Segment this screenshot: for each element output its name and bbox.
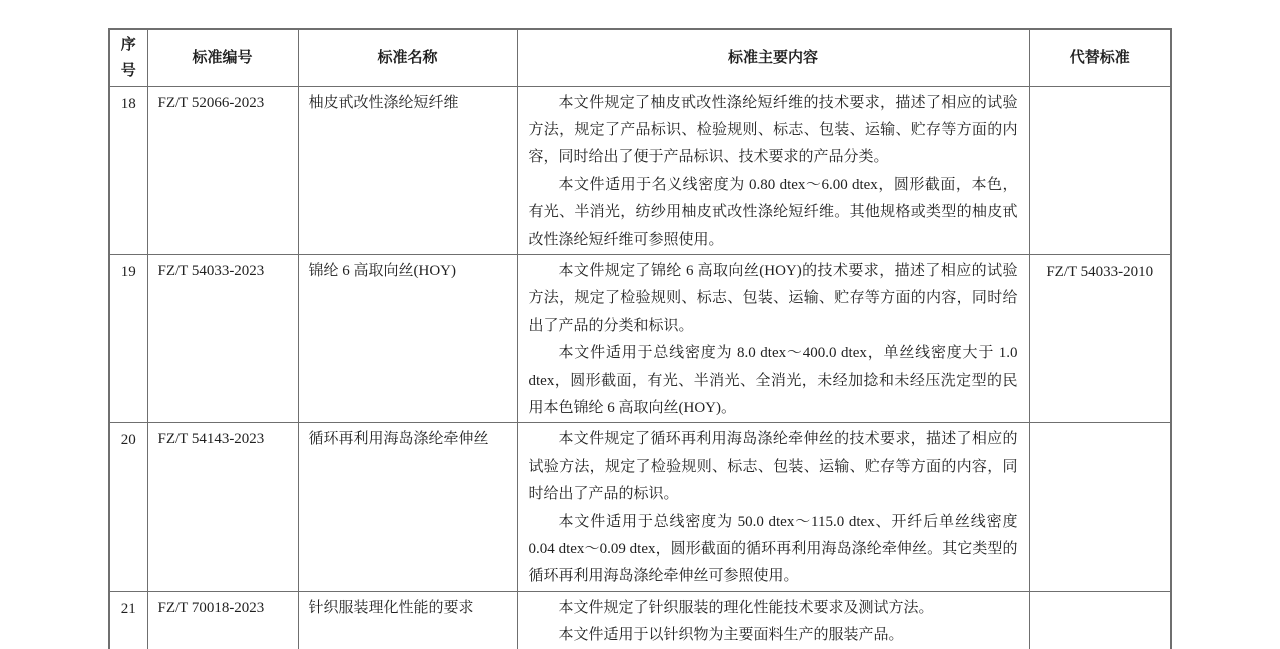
main-content-cell	[517, 254, 1029, 422]
main-content-cell	[517, 591, 1029, 649]
standard-name-cell: 针织服装理化性能的要求	[298, 591, 517, 649]
header-standard-name	[298, 29, 517, 86]
replaced-standard-cell	[1029, 423, 1171, 591]
standard-name-cell: 柚皮甙改性涤纶短纤维	[298, 86, 517, 254]
header-replaced-standard-label: 代替标准	[1069, 49, 1130, 66]
table-row	[109, 254, 1171, 422]
table-row	[109, 423, 1171, 591]
replaced-standard-cell	[1029, 591, 1171, 649]
header-serial-number-label: 序号	[120, 36, 136, 79]
header-standard-code	[147, 29, 298, 86]
content-paragraph-application: 本文件适用于名义线密度为 0.80 dtex～6.00 dtex，圆形截面，本色，有光、半消光，纺纱用柚皮甙改性涤纶短纤维。其他规格或类型的柚皮甙改性涤纶短纤维可参照使用。	[528, 176, 1018, 248]
header-main-content-label: 标准主要内容	[727, 49, 818, 66]
header-standard-name-label: 标准名称	[377, 49, 438, 66]
serial-number-cell: 19	[109, 254, 147, 422]
content-paragraph-scope: 本文件规定了锦纶 6 高取向丝(HOY)的技术要求，描述了相应的试验方法，规定了检验规则、标志、包装、运输、贮存等方面的内容，同时给出了产品的分类和标识。	[528, 262, 1018, 334]
content-paragraph-scope: 本文件规定了循环再利用海岛涤纶牵伸丝的技术要求，描述了相应的试验方法，规定了检验规则、标志、包装、运输、贮存等方面的内容，同时给出了产品的标识。	[528, 431, 1018, 503]
serial-number-cell: 18	[109, 86, 147, 254]
standard-code-cell: FZ/T 52066-2023	[147, 86, 298, 254]
content-paragraph-application: 本文件适用于总线密度为 8.0 dtex～400.0 dtex，单丝线密度大于 1.0 dtex，圆形截面，有光、半消光、全消光，未经加捻和未经压洗定型的民用本色锦纶 6 高取向丝(HOY)。	[528, 345, 1018, 416]
main-content-cell	[517, 423, 1029, 591]
serial-number-cell: 20	[109, 423, 147, 591]
standard-name-cell: 锦纶 6 高取向丝(HOY)	[298, 254, 517, 422]
table-header-row	[109, 29, 1171, 86]
content-paragraph-scope: 本文件规定了针织服装的理化性能技术要求及测试方法。	[558, 599, 934, 616]
standard-code-cell: FZ/T 70018-2023	[147, 591, 298, 649]
standard-name-cell: 循环再利用海岛涤纶牵伸丝	[298, 423, 517, 591]
header-serial-number	[109, 29, 147, 86]
table-row	[109, 86, 1171, 254]
standard-code-cell: FZ/T 54143-2023	[147, 423, 298, 591]
replaced-standard-cell	[1029, 86, 1171, 254]
content-paragraph-application: 本文件适用于总线密度为 50.0 dtex～115.0 dtex、开纤后单丝线密度 0.04 dtex～0.09 dtex，圆形截面的循环再利用海岛涤纶牵伸丝。其它类型的循环再利用海岛涤纶牵伸丝可参照使用。	[528, 513, 1018, 585]
table-row	[109, 591, 1171, 649]
standard-code-cell: FZ/T 54033-2023	[147, 254, 298, 422]
content-paragraph-application: 本文件适用于以针织物为主要面料生产的服装产品。	[558, 627, 904, 644]
header-standard-code-label: 标准编号	[192, 49, 253, 66]
header-main-content	[517, 29, 1029, 86]
main-content-cell	[517, 86, 1029, 254]
header-replaced-standard	[1029, 29, 1171, 86]
serial-number-cell: 21	[109, 591, 147, 649]
replaced-standard-cell: FZ/T 54033-2010	[1029, 254, 1171, 422]
standards-table	[108, 28, 1172, 649]
content-paragraph-scope: 本文件规定了柚皮甙改性涤纶短纤维的技术要求，描述了相应的试验方法，规定了产品标识、检验规则、标志、包装、运输、贮存等方面的内容，同时给出了便于产品标识、技术要求的产品分类。	[528, 94, 1018, 166]
